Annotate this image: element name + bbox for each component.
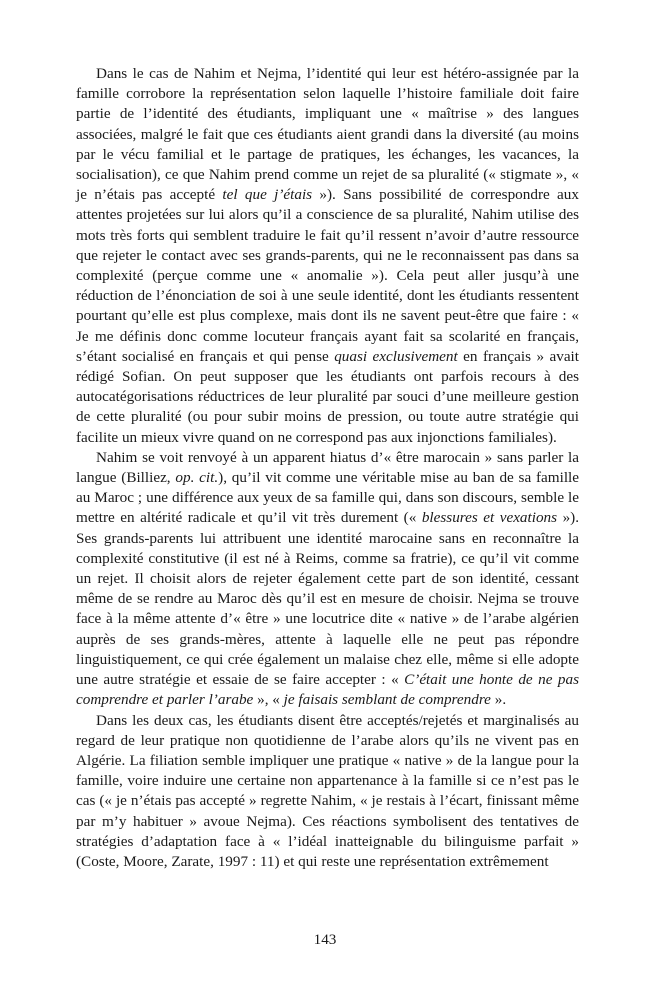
italic-run: quasi exclusivement — [334, 347, 458, 365]
text-run: ». — [490, 691, 507, 709]
text-run: Dans les deux cas, les étudiants disent être acceptés/rejetés et marginalisés au regard de leur pratique non quotidienne de l’arabe alors qu’ils ne vivent pas en Algérie. La filiation semble impliquer une pratique « native » de la langue pour la famille, voire induire une certaine non appartenance à la famille si ce n’est pas le cas (« je n’étais pas accepté » regrette Nahim, « je restais à l’écart, finissant même par m’y habituer » avoue Nejma). Ces réactions symbolisent des tentatives de stratégies d’adaptation face à « l’idéal inatteignable du bilinguisme parfait » (Coste, Moore, Zarate, 1997 : 11) et qui reste une représentation extrêmement — [76, 711, 579, 870]
text-run: ), qu’il vit comme une véritable mise au ban de sa famille au Maroc ; une différence aux yeux de sa famille qui, dans son discours, semble le mettre en altérité radicale et qu’il vit très durement (« — [76, 469, 579, 527]
text-run: Nahim se voit renvoyé à un apparent hiatus d’« être marocain » sans parler la langue (Billiez, — [76, 448, 579, 487]
paragraph — [76, 448, 579, 711]
page-number: 143 — [313, 931, 337, 948]
paragraph — [76, 711, 579, 873]
text-run: », « — [253, 691, 284, 709]
italic-run: op. cit. — [175, 469, 219, 487]
italic-run: tel que j’étais — [222, 186, 313, 204]
italic-run: je faisais semblant de comprendre — [283, 691, 491, 709]
paragraph — [76, 64, 579, 448]
text-run: Dans le cas de Nahim et Nejma, l’identité qui leur est hétéro-assignée par la famille corrobore la représentation selon laquelle l’histoire familiale doit faire partie de l’identité des étudiants, impliquant une « maîtrise » des langues associées, malgré le fait que ces étudiants aient grandi dans la diversité (au moins par le vécu familial et le partage de pratiques, les échanges, les vacances, la socialisation), ce que Nahim prend comme un rejet de sa pluralité (« stigmate », « je n’étais pas accepté — [76, 65, 579, 204]
text-run: »). Sans possibilité de correspondre aux attentes projetées sur lui alors qu’il a conscience de sa pluralité, Nahim utilise des mots très forts qui semblent traduire le fait qu’il ressent n’avoir d’autre ressource que rejeter le contact avec ses grands-parents, qui ne le reconnaissent pas dans sa complexité (perçue comme une « anomalie »). Cela peut aller jusqu’à une réduction de l’énonciation de soi à une seule identité, dont les étudiants ressentent pourtant qu’elle est plus complexe, mais dont ils ne savent peut-être que faire : « Je me définis donc comme locuteur français ayant fait sa scolarité en français, s’étant socialisé en français et qui pense — [76, 186, 579, 365]
page-body — [76, 64, 579, 872]
italic-run: blessures et vexations — [421, 509, 558, 527]
text-run: »). Ses grands-parents lui attribuent une identité marocaine sans en reconnaître la complexité constitutive (il est né à Reims, comme sa fratrie), ce qu’il vit comme un rejet. Il choisit alors de rejeter également cette part de son identité, cessant même de se rendre au Maroc dès qu’il est en mesure de choisir. Nejma se trouve face à la même attente d’« être » une locutrice dite « native » de l’arabe algérien auprès de ses grands-mères, attente à laquelle elle ne peut pas répondre linguistiquement, ce qui crée également un malaise chez elle, même si elle adopte une autre stratégie et essaie de se faire accepter : « — [76, 509, 580, 689]
text-run: en français » avait rédigé Sofian. On peut supposer que les étudiants ont parfois recours à des autocatégorisations réductrices de leur pluralité par souci d’une meilleure gestion de cette pluralité (ou pour subir moins de pression, ou toute autre stratégie qui facilite un mieux vivre quand on ne correspond pas aux injonctions familiales). — [76, 347, 579, 446]
italic-run: C’était une honte de ne pas comprendre et parler l’arabe — [76, 671, 580, 709]
